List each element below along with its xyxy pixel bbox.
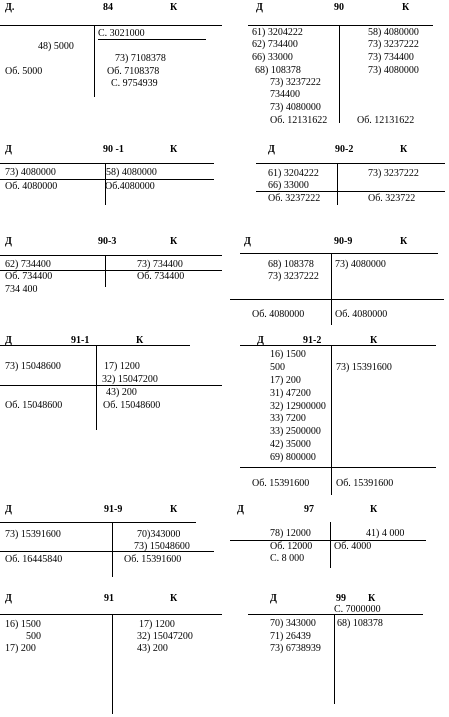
credit-turnover: Об. 4000 [334, 541, 372, 552]
debit-entry: 73) 4080000 [5, 167, 56, 178]
debit-entry: 73) 3237222 [268, 271, 319, 282]
credit-header: К [170, 593, 178, 604]
debit-entry: 73) 15048600 [5, 361, 61, 372]
t-account-divider [105, 255, 106, 287]
credit-turnover: Об. 12131622 [357, 115, 415, 126]
credit-header: К [400, 144, 408, 155]
debit-turnover: Об. 4080000 [5, 181, 58, 192]
credit-header: К [170, 2, 178, 13]
debit-entry: 73) 15391600 [5, 529, 61, 540]
t-account-divider [334, 614, 335, 704]
debit-entry: 73) 6738939 [270, 643, 321, 654]
closing-balance: С. 8 000 [270, 553, 305, 564]
closing-balance: 734 400 [5, 284, 38, 295]
debit-entry: 70) 343000 [270, 618, 316, 629]
credit-turnover: Об. 7108378 [107, 66, 160, 77]
credit-entry: 58) 4080000 [368, 27, 419, 38]
debit-entry: 66) 33000 [252, 52, 293, 63]
account-number: 90-2 [335, 144, 354, 155]
t-account-top-line [0, 25, 222, 26]
debit-turnover: Об. 16445840 [5, 554, 63, 565]
t-account-top-line [0, 345, 190, 346]
debit-turnover: Об. 3237222 [268, 193, 321, 204]
t-account-top-line [248, 25, 433, 26]
debit-entry: 62) 734400 [252, 39, 298, 50]
closing-balance: С. 9754939 [111, 78, 158, 89]
debit-entry: 68) 108378 [268, 259, 314, 270]
debit-header: Д [257, 335, 264, 346]
credit-turnover: Об. 15391600 [124, 554, 182, 565]
debit-turnover: Об. 12131622 [270, 115, 328, 126]
credit-entry: 73) 15391600 [336, 362, 392, 373]
credit-entry: 73) 4080000 [368, 65, 419, 76]
account-number: 97 [304, 504, 314, 515]
opening-balance: С. 7000000 [334, 604, 381, 615]
credit-entry: 70)343000 [137, 529, 181, 540]
debit-header: Д [244, 236, 251, 247]
debit-turnover: Об. 15048600 [5, 400, 63, 411]
t-account-top-line [0, 255, 222, 256]
credit-turnover: Об. 734400 [137, 271, 185, 282]
debit-entry: 42) 35000 [270, 439, 311, 450]
debit-header: Д [256, 2, 263, 13]
t-account-divider [94, 25, 95, 97]
credit-header: К [170, 144, 178, 155]
debit-entry: 78) 12000 [270, 528, 311, 539]
debit-entry: 500 [270, 362, 285, 373]
debit-entry: 17) 200 [5, 643, 36, 654]
debit-entry: 61) 3204222 [268, 168, 319, 179]
debit-header: Д [5, 593, 12, 604]
t-account-divider [112, 522, 113, 577]
t-account-divider [330, 522, 331, 568]
account-number: 91-9 [104, 504, 123, 515]
credit-header: К [402, 2, 410, 13]
debit-entry: 734400 [270, 89, 300, 100]
t-account-top-line [256, 163, 445, 164]
turnover-line [0, 179, 214, 180]
t-account-top-line [248, 614, 423, 615]
debit-header: Д [5, 335, 12, 346]
turnover-line [230, 299, 444, 300]
credit-entry: 73) 734400 [368, 52, 414, 63]
credit-turnover: Об. 15048600 [103, 400, 161, 411]
credit-turnover: Об. 4080000 [335, 309, 388, 320]
debit-entry: 61) 3204222 [252, 27, 303, 38]
debit-turnover: Об. 15391600 [252, 478, 310, 489]
account-number: 90 -1 [103, 144, 124, 155]
debit-entry: 31) 47200 [270, 388, 311, 399]
account-number: 90 [334, 2, 344, 13]
debit-turnover: Об. 4080000 [252, 309, 305, 320]
debit-entry: 33) 7200 [270, 413, 306, 424]
credit-entry: 73) 7108378 [115, 53, 166, 64]
t-account-top-line [0, 614, 222, 615]
account-number: 90-3 [98, 236, 117, 247]
credit-header: К [368, 593, 376, 604]
t-account-divider [96, 345, 97, 430]
debit-entry: 68) 108378 [255, 65, 301, 76]
account-number: 84 [103, 2, 113, 13]
credit-entry: 73) 4080000 [335, 259, 386, 270]
credit-entry: 43) 200 [137, 643, 168, 654]
debit-header: Д [237, 504, 244, 515]
debit-entry: 62) 734400 [5, 259, 51, 270]
debit-entry: 17) 200 [270, 375, 301, 386]
account-number: 91-2 [303, 335, 322, 346]
t-account-divider [339, 25, 340, 123]
t-account-divider [112, 614, 113, 714]
debit-entry: 73) 4080000 [270, 102, 321, 113]
credit-entry: 43) 200 [106, 387, 137, 398]
debit-header: Д [5, 144, 12, 155]
debit-entry: 48) 5000 [38, 41, 74, 52]
debit-header: Д [5, 504, 12, 515]
turnover-line [256, 191, 445, 192]
debit-entry: 500 [26, 631, 41, 642]
credit-header: К [136, 335, 144, 346]
t-account-top-line [240, 253, 438, 254]
debit-header: Д [5, 236, 12, 247]
debit-entry: 66) 33000 [268, 180, 309, 191]
debit-entry: 33) 2500000 [270, 426, 321, 437]
t-account-top-line [230, 540, 426, 541]
credit-entry: 73) 15048600 [134, 541, 190, 552]
credit-entry: 32) 15047200 [137, 631, 193, 642]
debit-header: Д [270, 593, 277, 604]
debit-entry: 16) 1500 [5, 619, 41, 630]
credit-entry: 32) 15047200 [102, 374, 158, 385]
account-number: 91-1 [71, 335, 90, 346]
t-account-divider [331, 345, 332, 495]
credit-header: К [400, 236, 408, 247]
debit-turnover: Об. 734400 [5, 271, 53, 282]
credit-entry: 68) 108378 [337, 618, 383, 629]
debit-entry: 73) 3237222 [270, 77, 321, 88]
credit-entry: 73) 3237222 [368, 168, 419, 179]
credit-entry: 17) 1200 [104, 361, 140, 372]
credit-header: К [170, 504, 178, 515]
debit-entry: 71) 26439 [270, 631, 311, 642]
t-account-top-line [0, 522, 196, 523]
credit-header: К [370, 335, 378, 346]
turnover-line [0, 385, 222, 386]
debit-header: Д [268, 144, 275, 155]
credit-entry: 73) 734400 [137, 259, 183, 270]
turnover-line [0, 551, 214, 552]
debit-turnover: Об. 12000 [270, 541, 313, 552]
account-number: 91 [104, 593, 114, 604]
t-account-top-line [0, 163, 214, 164]
debit-entry: 32) 12900000 [270, 401, 326, 412]
opening-balance: С. 3021000 [98, 28, 145, 39]
credit-header: К [370, 504, 378, 515]
t-account-divider [331, 253, 332, 325]
debit-turnover: Об. 5000 [5, 66, 43, 77]
credit-entry: 41) 4 000 [366, 528, 405, 539]
account-number: 90-9 [334, 236, 353, 247]
debit-entry: 16) 1500 [270, 349, 306, 360]
account-number: 99 [336, 593, 346, 604]
credit-entry: 17) 1200 [139, 619, 175, 630]
credit-turnover: Об.4080000 [105, 181, 155, 192]
balance-line [98, 39, 206, 40]
turnover-line [240, 467, 436, 468]
credit-entry: 58) 4080000 [106, 167, 157, 178]
credit-turnover: Об. 15391600 [336, 478, 394, 489]
debit-header: Д. [5, 2, 15, 13]
t-account-divider [337, 163, 338, 205]
debit-entry: 69) 800000 [270, 452, 316, 463]
credit-turnover: Об. 323722 [368, 193, 416, 204]
t-account-top-line [240, 345, 436, 346]
credit-header: К [170, 236, 178, 247]
credit-entry: 73) 3237222 [368, 39, 419, 50]
